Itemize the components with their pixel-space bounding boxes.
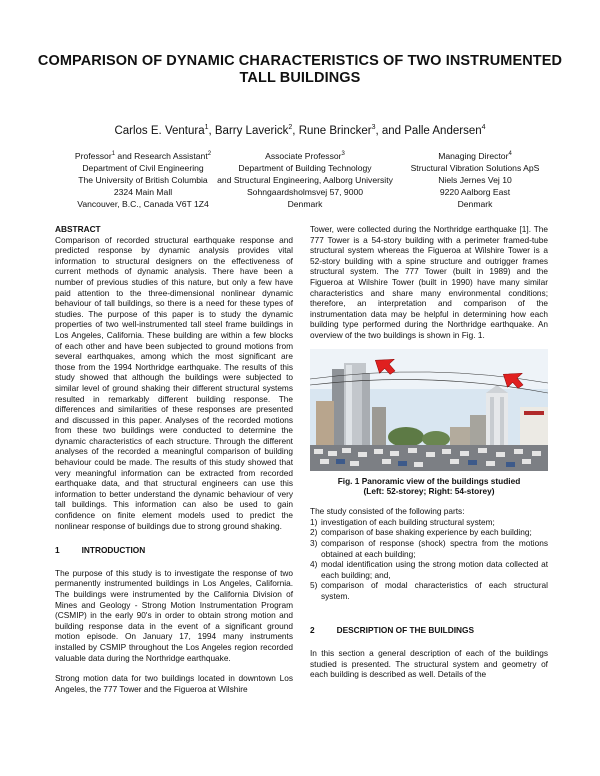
affiliation-line: Department of Civil Engineering xyxy=(82,162,204,173)
section-1-heading xyxy=(55,545,293,556)
section-2-heading xyxy=(310,625,548,636)
figure-caption-line-2: (Left: 52-storey; Right: 54-storey) xyxy=(363,486,495,497)
affiliation-role: Managing Director$^4$ xyxy=(438,150,512,161)
author-name: Barry Laverick xyxy=(214,124,289,137)
author-separator: , xyxy=(208,124,215,137)
section-title: DESCRIPTION OF THE BUILDINGS xyxy=(336,625,474,636)
affiliation-line: The University of British Columbia xyxy=(78,174,208,185)
affiliation-role: Professor$^1$ and Research Assistant$^2$ xyxy=(74,150,212,161)
author-sup: 4 xyxy=(481,124,486,131)
figure-caption-line-1: Fig. 1 Panoramic view of the buildings studied xyxy=(337,476,521,487)
abstract-text: Comparison of recorded structural earthquake response and predicted response by dynamic analysis provides vital information to structural designers on the effectiveness of current methods of dynamic analysis. There have been a number of previous studies of this nature, but only a few have paid attention to the three-dimensional nonlinear dynamic behaviour of tall buildings, so there is a need for these types of studies. The purpose of this paper is to study the dynamic properties of two well-instrumented tall steel frame buildings in Los Angeles, California. These building are within a few blocks of each other and have been subjected to ground motions from several earthquakes, among which the most significant are those from the 1994 Northridge earthquake. The results of this study showed that although the buildings were subjected to similar level of ground shaking their different structural systems resulted in remarkably different building response. The differences and similarities of these responses are presented and discussed in this paper. Analyses of the recorded motions from these two buildings were conducted to determine the dynamic characteristics of each structure. Through the different analyses of the recorded a meaningful comparison of building behaviour could be made. The results of this study showed that very meaningful information can be extracted from recorded earthquake data, and that structural engineers can use this information to better understand the dynamic behaviour of very tall buildings. This information can also be used to gain confidence on finite element models used to predict the nonlinear response of buildings due to strong ground shaking. xyxy=(55,234,293,531)
author-name: Carlos E. Ventura xyxy=(114,124,205,137)
affiliation-line: 9220 Aalborg East xyxy=(439,186,511,197)
paper-title: COMPARISON OF DYNAMIC CHARACTERISTICS OF TWO INSTRUMENTED TALL BUILDINGS xyxy=(37,53,563,86)
author-line xyxy=(30,124,570,137)
affiliation-line: 2324 Main Mall xyxy=(113,186,173,197)
author-separator: , and xyxy=(375,124,405,137)
right-column xyxy=(310,224,548,680)
author-sup: 1 xyxy=(204,124,209,131)
affiliation-line: Denmark xyxy=(287,198,323,209)
list-item: 1) investigation of each building structural system; xyxy=(310,516,495,527)
affiliation-aalborg xyxy=(210,148,400,210)
affiliation-line: Denmark xyxy=(457,198,493,209)
author-sup: 3 xyxy=(371,124,376,131)
section-number: 1 xyxy=(55,545,60,556)
affiliation-line: Sohngaardsholmsvej 57, 9000 xyxy=(246,186,364,197)
affiliation-line: Vancouver, B.C., Canada V6T 1Z4 xyxy=(77,198,209,209)
section-title: INTRODUCTION xyxy=(81,545,146,556)
intro-paragraph-1: The purpose of this study is to investigate the response of two permanently instrumented buildings in Los Angeles, California. The buildings were instrumented by the California Division of Mines and Geology - Strong Motion Instrumentation Program (CSMIP) in the early 90's in order to obtain strong motion and building response data in the event of a significant ground motion episode. On January 17, 1994 many instruments installed by CSMIP throughout the Los Angeles region recorded valuable data during the Northridge earthquake. xyxy=(55,567,293,663)
parts-intro: The study consisted of the following parts: xyxy=(310,506,465,517)
abstract-heading: ABSTRACT xyxy=(55,224,101,234)
intro-continued-paragraph: Tower, were collected during the Northridge earthquake [1]. The 777 Tower is a 54-story building with a perimeter framed-tube structural system whereas the Figueroa at Wilshire Tower is a 52-story building with a spine structure and outrigger frames structural system. The 777 Tower (built in 1989) and the Figueroa at Wilshire Tower (built in 1990) have many similar characteristics and share many environmental conditions; therefore, an interpretation and comparison of the instrumentation data may be helpful in determining how each building type performed during the Northridge earthquake. An overview of the two buildings is shown in Fig. 1. xyxy=(310,224,548,340)
author-name: Palle Andersen xyxy=(404,124,482,137)
affiliation-line: and Structural Engineering, Aalborg University xyxy=(217,174,393,185)
list-item: 3) comparison of response (shock) spectra from the motions obtained at each building; xyxy=(310,537,548,559)
author-name: Rune Brincker xyxy=(298,124,372,137)
affiliation-svs xyxy=(390,148,560,210)
intro-paragraph-2: Strong motion data for two buildings located in downtown Los Angeles, the 777 Tower and the Figueroa at Wilshire xyxy=(55,673,293,694)
building-photo xyxy=(310,349,548,471)
list-item: 2) comparison of base shaking experience by each building; xyxy=(310,527,532,538)
author-sup: 2 xyxy=(288,124,293,131)
parts-list xyxy=(310,517,548,602)
section-number: 2 xyxy=(310,625,315,636)
affiliation-role: Associate Professor$^3$ xyxy=(265,150,345,161)
list-item: 4) modal identification using the strong motion data collected at each building; and, xyxy=(310,559,548,580)
affiliation-ubc xyxy=(58,148,228,210)
left-column xyxy=(55,224,293,694)
list-item: 5) comparison of modal characteristics of each structural system. xyxy=(310,580,548,601)
section-2-paragraph: In this section a general description of each of the buildings studied is presented. The structural system and geometry of each building is described as well. Details of the xyxy=(310,648,548,680)
affiliation-line: Niels Jernes Vej 10 xyxy=(438,174,512,185)
affiliation-line: Structural Vibration Solutions ApS xyxy=(410,162,540,173)
affiliation-line: Department of Building Technology xyxy=(238,162,372,173)
author-separator: , xyxy=(292,124,299,137)
figure-caption xyxy=(310,476,548,496)
